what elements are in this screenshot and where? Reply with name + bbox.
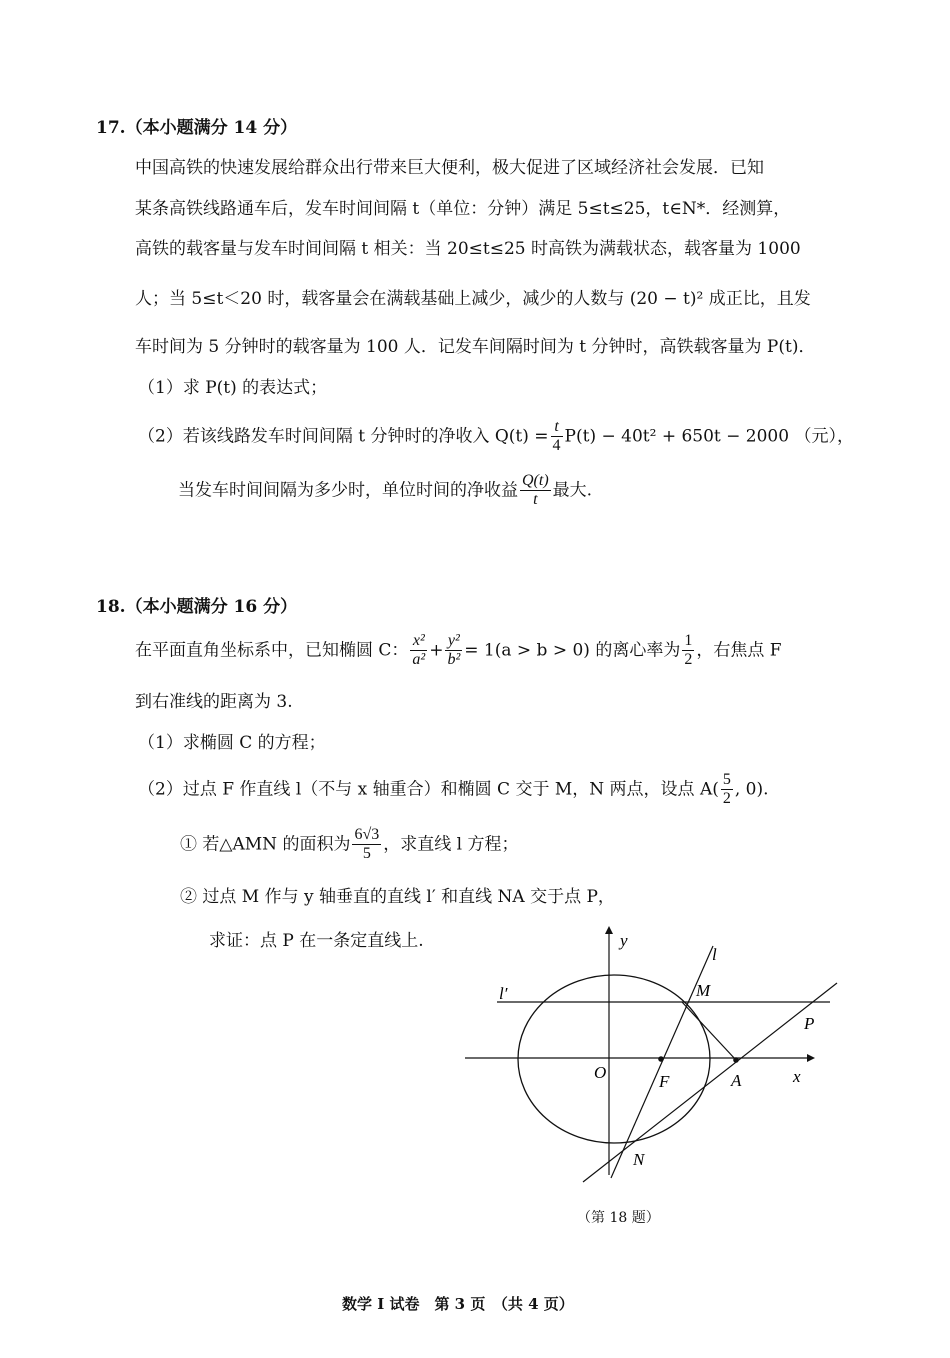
- frac-num: Q(t): [520, 472, 551, 491]
- frac-area: [352, 826, 381, 864]
- point-a: [733, 1057, 739, 1063]
- label-x: x: [793, 1067, 801, 1086]
- q18-part2-b: , 0).: [734, 779, 769, 800]
- label-y: y: [620, 931, 628, 950]
- q18-part2-a: （2）过点 F 作直线 l（不与 x 轴重合）和椭圆 C 交于 M，N 两点，设点 A(: [138, 779, 719, 800]
- frac-den: 4: [552, 437, 561, 455]
- frac-num: 5: [721, 771, 733, 790]
- q17-frac-q-over-t: [520, 472, 551, 510]
- q17-line-2: 某条高铁线路通车后，发车时间间隔 t（单位：分钟）满足 5≤t≤25，t∈N*．经测算，: [135, 199, 791, 219]
- label-a: A: [731, 1071, 742, 1090]
- label-l-prime: l′: [499, 984, 508, 1003]
- q18-line1-c: ，右焦点 F: [696, 640, 782, 661]
- q17-score: （本小题满分 14 分）: [125, 118, 298, 138]
- label-f: F: [659, 1072, 670, 1091]
- q17-number: 17.: [96, 118, 126, 138]
- frac-num: y²: [445, 632, 462, 651]
- q18-sub2-b: 求证：点 P 在一条定直线上.: [209, 931, 424, 951]
- q17-line-1: 中国高铁的快速发展给群众出行带来巨大便利，极大促进了区域经济社会发展．已知: [135, 158, 764, 178]
- frac-den: a²: [412, 651, 426, 669]
- q18-number: 18.: [96, 597, 126, 617]
- frac-den: t: [533, 491, 538, 509]
- q17-line-3: 高铁的载客量与发车时间间隔 t 相关：当 20≤t≤25 时高铁为满载状态，载客量为 1000: [135, 239, 801, 259]
- y-axis-arrow: [605, 926, 613, 934]
- page-footer: 数学 I 试卷 第 3 页 （共 4 页）: [342, 1295, 574, 1313]
- q18-part2-line: [138, 771, 769, 809]
- frac-den: 5: [362, 845, 371, 863]
- label-l: l: [712, 945, 717, 964]
- x-axis-arrow: [807, 1054, 815, 1062]
- frac-5-over-2: [721, 771, 733, 809]
- frac-den: 2: [722, 790, 731, 808]
- label-n: N: [633, 1150, 645, 1169]
- frac-x2-a2: [410, 632, 427, 670]
- q17-header: [96, 113, 297, 138]
- q18-sub1-b: ，求直线 l 方程；: [383, 834, 519, 855]
- q17-frac-t-over-4: [551, 418, 563, 456]
- label-m: M: [696, 981, 711, 1000]
- q18-sub1-a: ① 若△AMN 的面积为: [180, 834, 351, 855]
- plus-sign: +: [429, 640, 444, 661]
- q17-part2-d: 最大.: [552, 480, 593, 501]
- point-f: [658, 1056, 664, 1062]
- q18-sub2: ② 过点 M 作与 y 轴垂直的直线 l′ 和直线 NA 交于点 P，: [180, 887, 615, 907]
- ellipse-figure: [455, 920, 855, 1190]
- q18-line-1: [135, 632, 782, 670]
- frac-num: 6√3: [352, 826, 381, 845]
- label-p: P: [804, 1014, 815, 1033]
- q18-sub1: [180, 826, 518, 864]
- q17-part2-line2: [178, 472, 592, 510]
- q17-part2-c: 当发车时间间隔为多少时，单位时间的净收益: [178, 480, 518, 501]
- frac-num: 1: [682, 632, 694, 651]
- q18-header: [96, 592, 297, 617]
- q18-part1: （1）求椭圆 C 的方程；: [138, 733, 326, 753]
- frac-den: b²: [447, 651, 461, 669]
- q17-part2-line: [138, 418, 854, 456]
- frac-y2-b2: [445, 632, 462, 670]
- frac-eccentricity: [682, 632, 694, 670]
- frac-num: t: [551, 418, 563, 437]
- q18-score: （本小题满分 16 分）: [125, 597, 298, 617]
- q17-part2-a: （2）若该线路发车时间间隔 t 分钟时的净收入 Q(t) =: [138, 426, 549, 447]
- q18-line-2: 到右准线的距离为 3.: [135, 692, 293, 712]
- q18-line1-b: = 1(a > b > 0) 的离心率为: [464, 640, 681, 661]
- ellipse-c: [518, 975, 710, 1143]
- figure-caption: （第 18 题）: [577, 1210, 660, 1226]
- q17-part2-b: P(t) − 40t² + 650t − 2000 （元），: [564, 426, 854, 447]
- label-o: O: [594, 1063, 607, 1082]
- q18-line1-a: 在平面直角坐标系中，已知椭圆 C：: [135, 640, 409, 661]
- q17-line-5: 车时间为 5 分钟时的载客量为 100 人．记发车间隔时间为 t 分钟时，高铁载客量为 P(t)．: [135, 337, 816, 357]
- q17-part1: （1）求 P(t) 的表达式；: [138, 378, 328, 398]
- q17-line-4: 人；当 5≤t＜20 时，载客量会在满载基础上减少，减少的人数与 (20 − t)² 成正比，且发: [135, 289, 811, 309]
- frac-num: x²: [410, 632, 427, 651]
- frac-den: 2: [684, 651, 693, 669]
